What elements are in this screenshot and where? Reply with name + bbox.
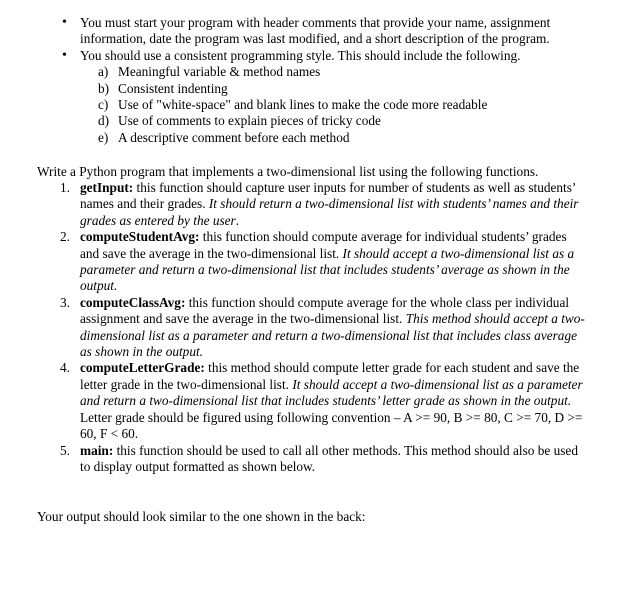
function-item — [60, 295, 588, 361]
function-name: computeClassAvg: — [80, 294, 186, 310]
function-name: getInput: — [80, 180, 134, 195]
style-item-marker: c) — [98, 97, 109, 113]
style-item-marker: d) — [98, 113, 110, 129]
function-item — [60, 180, 588, 229]
function-number: 5. — [60, 442, 70, 458]
function-name: computeLetterGrade: — [80, 360, 205, 376]
bullet-item — [62, 15, 592, 48]
style-item-marker: a) — [98, 64, 109, 80]
function-item — [60, 229, 588, 295]
function-name: main: — [80, 442, 114, 458]
function-desc: this function should compute average for individual students’ grades and save the average in the two-dimensional list. — [80, 229, 567, 261]
bullet-dot-icon: • — [62, 47, 67, 63]
function-desc: this method should compute letter grade for each student and save the letter grade in the two-dimensional list. — [80, 360, 580, 392]
function-note: It should accept a two-dimensional list as a parameter and return a two-dimensional list that includes students’ letter grade as shown in the output. — [80, 376, 583, 409]
intro-paragraph: Write a Python program that implements a two-dimensional list using the following functions. — [37, 164, 539, 179]
output-note: Your output should look similar to the one shown in the back: — [37, 509, 366, 524]
style-item — [98, 130, 592, 146]
style-sublist — [80, 64, 592, 146]
bullet-text: You must start your program with header comments that provide your name, assignment information, date the program was last modified, and a short description of the program. — [80, 15, 551, 47]
style-item-text: Use of comments to explain pieces of tricky code — [118, 113, 381, 129]
style-item — [98, 97, 592, 113]
bullet-item — [62, 48, 592, 146]
function-number: 3. — [60, 294, 70, 310]
function-note-end: . — [235, 212, 240, 228]
function-note: It should accept a two-dimensional list as a parameter and return a two-dimensional list that includes students’ average as shown in the output. — [80, 245, 575, 294]
function-note: It should return a two-dimensional list with students’ names and their grades as entered by the user — [80, 196, 579, 228]
style-item-text: Meaningful variable & method names — [118, 64, 321, 80]
style-item — [98, 81, 592, 97]
function-desc: this function should be used to call all other methods. This method should also be used to display output formatted as shown below. — [80, 442, 578, 474]
function-note: This method should accept a two-dimensional list as a parameter and return a two-dimensional list that includes class average as shown in the output. — [80, 311, 585, 360]
bullet-text: You should use a consistent programming style. This should include the following. — [80, 47, 521, 63]
requirements-list — [62, 15, 592, 146]
function-number: 1. — [60, 180, 70, 195]
style-item-text: A descriptive comment before each method — [118, 129, 350, 145]
style-item-text: Use of "white-space" and blank lines to make the code more readable — [118, 97, 488, 113]
style-item-marker: b) — [98, 80, 110, 96]
style-item — [98, 113, 592, 129]
bullet-dot-icon: • — [62, 15, 67, 30]
style-item-marker: e) — [98, 129, 109, 145]
function-item — [60, 443, 588, 476]
letter-grade-convention: Letter grade should be figured using following convention – A >= 90, B >= 80, C >= 70, D >= 60, F < 60. — [80, 409, 583, 442]
function-number: 2. — [60, 229, 70, 245]
style-item-text: Consistent indenting — [118, 80, 228, 96]
functions-list — [60, 180, 588, 475]
function-number: 4. — [60, 360, 70, 376]
function-desc: this function should capture user inputs for number of students as well as students’ names and their grades. — [80, 180, 576, 212]
style-item — [98, 64, 592, 80]
function-desc: this function should compute average for the whole class per individual assignment and save the average in the two-dimensional list. — [80, 294, 570, 327]
function-item — [60, 360, 588, 442]
function-name: computeStudentAvg: — [80, 229, 200, 245]
